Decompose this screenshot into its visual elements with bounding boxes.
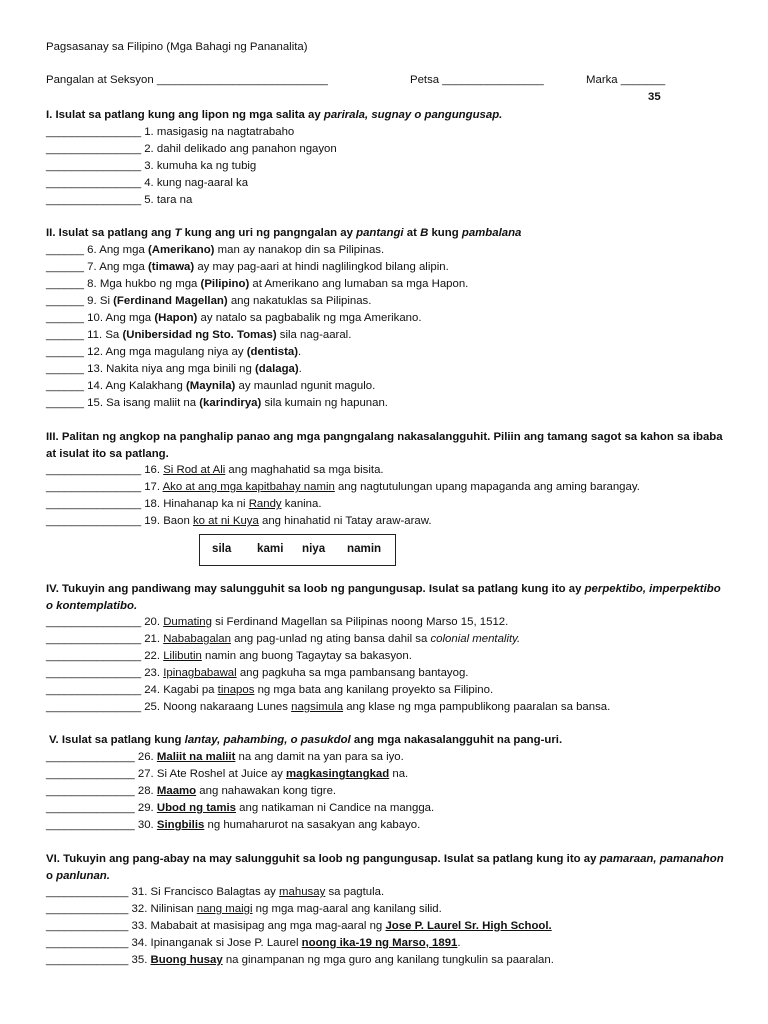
- item-text: 24. Kagabi pa: [141, 684, 218, 696]
- item-text: kanina.: [281, 498, 322, 510]
- item-22: [46, 649, 412, 663]
- item-18: [46, 497, 322, 511]
- item-noun: (Ferdinand Magellan): [113, 295, 228, 307]
- answer-blank: _______________: [46, 515, 142, 527]
- item-noun: (Amerikano): [147, 244, 215, 256]
- answer-blank: _____________: [46, 886, 129, 898]
- item-14: [46, 379, 375, 393]
- underlined-noun: Si Rod at Ali: [163, 464, 226, 476]
- answer-blank: ______________: [46, 802, 135, 814]
- item-6: [46, 243, 384, 257]
- underlined-adverb: noong ika-19 ng Marso, 1891: [301, 937, 458, 949]
- instruction-text: V. Isulat sa patlang kung: [49, 734, 185, 746]
- answer-blank: ______: [46, 363, 85, 375]
- underlined-adverb: Jose P. Laurel Sr. High School.: [385, 920, 552, 932]
- item-text: 34. Ipinanganak si Jose P. Laurel: [128, 937, 302, 949]
- underlined-adjective: magkasingtangkad: [286, 768, 390, 780]
- item-20: [46, 615, 508, 629]
- answer-blank: ______________: [46, 785, 135, 797]
- item-text: 15. Sa isang maliit na: [84, 397, 200, 409]
- item-text: 32. Nilinisan: [128, 903, 197, 915]
- item-text: ay natalo sa pagbabalik ng mga Amerikano.: [197, 312, 422, 324]
- item-7: [46, 260, 449, 274]
- underlined-adverb: nang maigi: [196, 903, 253, 915]
- underlined-adjective: Maamo: [156, 785, 197, 797]
- item-text: .: [298, 346, 302, 358]
- instruction-text: II. Isulat sa patlang ang: [46, 227, 175, 239]
- item-11: [46, 328, 351, 342]
- underlined-verb: Nababagalan: [163, 633, 231, 645]
- item-text: namin ang buong Tagaytay sa bakasyon.: [201, 650, 412, 662]
- item-text: .: [298, 363, 302, 375]
- item-text: .: [457, 937, 461, 949]
- item-text: man ay nanakop din sa Pilipinas.: [214, 244, 385, 256]
- item-12: [46, 345, 301, 359]
- instruction-text: I. Isulat sa patlang kung ang lipon ng mga salita ay: [46, 109, 324, 121]
- section-2-instruction: [46, 226, 521, 240]
- item-13: [46, 362, 302, 376]
- underlined-adverb: mahusay: [279, 886, 326, 898]
- item-text: 18. Hinahanap ka ni: [141, 498, 249, 510]
- section-5-instruction: [49, 733, 562, 747]
- item-text: 11. Sa: [84, 329, 123, 341]
- underlined-verb: nagsimula: [291, 701, 344, 713]
- answer-blank: _______________: [46, 481, 142, 493]
- item-text: 7. Ang mga: [84, 261, 148, 273]
- item-31: [46, 885, 384, 899]
- item-text: 28.: [134, 785, 157, 797]
- item-25: [46, 700, 610, 714]
- item-text: 22.: [141, 650, 164, 662]
- answer-blank: _____________: [46, 903, 129, 915]
- instruction-t: T: [174, 227, 182, 239]
- underlined-verb: Dumating: [163, 616, 212, 628]
- answer-blank: _____________: [46, 920, 129, 932]
- item-text: ang pagkuha sa mga pambansang bantayog.: [236, 667, 469, 679]
- item-text: ang nahawakan kong tigre.: [196, 785, 337, 797]
- answer-blank: ______: [46, 312, 85, 324]
- answer-blank: _______________: [46, 667, 142, 679]
- item-text: 9. Si: [84, 295, 114, 307]
- item-10: [46, 311, 422, 325]
- answer-blank: _______________: [46, 498, 142, 510]
- item-5: _______________ 5. tara na: [46, 194, 193, 206]
- item-text: 8. Mga hukbo ng mga: [84, 278, 201, 290]
- underlined-adjective: Ubod ng tamis: [156, 802, 236, 814]
- item-noun: (dalaga): [254, 363, 299, 375]
- instruction-b: B: [420, 227, 429, 239]
- answer-blank: _______________: [46, 701, 142, 713]
- instruction-text: o: [46, 869, 57, 882]
- item-text: na ang damit na yan para sa iyo.: [235, 751, 404, 763]
- item-23: [46, 666, 468, 680]
- underlined-verb: Ipinagbabawal: [163, 667, 237, 679]
- item-34: [46, 936, 461, 950]
- instruction-text: ang mga nakasalangguhit na pang-uri.: [350, 734, 563, 746]
- item-noun: (dentista): [246, 346, 299, 358]
- score-total: 35: [648, 91, 661, 103]
- underlined-noun: Randy: [248, 498, 282, 510]
- item-text: 31. Si Francisco Balagtas ay: [128, 886, 280, 898]
- item-text: ang hinahatid ni Tatay araw-araw.: [258, 515, 432, 527]
- score-field: Marka _______: [586, 74, 666, 86]
- instruction-text: VI. Tukuyin ang pang-abay na may salungguhit sa loob ng pangungusap. Isulat sa patlang kung ito ay: [46, 853, 600, 865]
- item-text: ang nagtutulungan upang mapaganda ang aming barangay.: [334, 481, 640, 493]
- section-4-instruction: [46, 581, 726, 614]
- item-text: at Amerikano ang lumaban sa mga Hapon.: [249, 278, 469, 290]
- date-field: Petsa ________________: [410, 74, 544, 86]
- item-italic: colonial mentality.: [430, 633, 521, 645]
- item-3: _______________ 3. kumuha ka ng tubig: [46, 160, 257, 172]
- item-26: [46, 750, 404, 764]
- item-32: [46, 902, 442, 916]
- answer-blank: ______: [46, 278, 85, 290]
- item-text: 14. Ang Kalakhang: [84, 380, 186, 392]
- item-4: _______________ 4. kung nag-aaral ka: [46, 177, 249, 189]
- item-text: 29.: [134, 802, 157, 814]
- item-text: na.: [389, 768, 409, 780]
- instruction-choices: parirala, sugnay o pangungusap.: [323, 109, 503, 121]
- item-text: ang nakatuklas sa Pilipinas.: [227, 295, 372, 307]
- item-text: ang maghahatid sa mga bisita.: [225, 464, 384, 476]
- item-text: 6. Ang mga: [84, 244, 148, 256]
- answer-blank: ______: [46, 295, 85, 307]
- answer-blank: _______________: [46, 684, 142, 696]
- underlined-noun: ko at ni Kuya: [192, 515, 259, 527]
- item-text: 10. Ang mga: [84, 312, 155, 324]
- item-text: ang pag-unlad ng ating bansa dahil sa: [230, 633, 431, 645]
- answer-blank: _______________: [46, 650, 142, 662]
- item-text: 12. Ang mga magulang niya ay: [84, 346, 247, 358]
- item-33: [46, 919, 552, 933]
- item-16: [46, 463, 384, 477]
- instruction-text: kung ang uri ng pangngalan ay: [181, 227, 357, 239]
- answer-blank: _____________: [46, 937, 129, 949]
- item-text: ang klase ng mga pampublikong paaralan sa bansa.: [343, 701, 611, 713]
- choice-kami: kami: [257, 542, 284, 555]
- item-9: [46, 294, 371, 308]
- item-text: sa pagtula.: [325, 886, 385, 898]
- item-text: 21.: [141, 633, 164, 645]
- answer-blank: _______________: [46, 464, 142, 476]
- answer-blank: ______: [46, 261, 85, 273]
- answer-blank: _____________: [46, 954, 129, 966]
- item-text: 20.: [141, 616, 164, 628]
- item-text: ang natikaman ni Candice na mangga.: [235, 802, 435, 814]
- name-section-field: Pangalan at Seksyon ___________________________: [46, 74, 328, 86]
- item-noun: (timawa): [147, 261, 195, 273]
- worksheet-title: Pagsasanay sa Filipino (Mga Bahagi ng Pananalita): [46, 41, 308, 53]
- item-35: [46, 953, 554, 967]
- item-text: sila kumain ng hapunan.: [261, 397, 388, 409]
- instruction-pantangi: pantangi: [356, 227, 404, 239]
- instruction-text: at: [403, 227, 421, 239]
- pronoun-choice-box: [199, 534, 396, 566]
- instruction-choices: perpektibo, imperpektibo o kontemplatibo.: [46, 583, 721, 612]
- item-text: ay maunlad ngunit magulo.: [235, 380, 376, 392]
- instruction-pambalana: pambalana: [461, 227, 522, 239]
- item-text: 33. Mababait at masisipag ang mga mag-aaral ng: [128, 920, 386, 932]
- choice-niya: niya: [302, 542, 326, 555]
- underlined-verb: tinapos: [217, 684, 255, 696]
- item-29: [46, 801, 434, 815]
- item-text: sila nag-aaral.: [276, 329, 352, 341]
- item-text: 35.: [128, 954, 151, 966]
- instruction-choices: lantay, pahambing, o pasukdol: [184, 734, 351, 746]
- item-noun: (Hapon): [154, 312, 198, 324]
- item-8: [46, 277, 468, 291]
- item-2: _______________ 2. dahil delikado ang panahon ngayon: [46, 143, 337, 155]
- item-text: ng humaharurot na sasakyan ang kabayo.: [204, 819, 421, 831]
- choice-sila: sila: [212, 542, 232, 555]
- item-30: [46, 818, 420, 832]
- answer-blank: _______________: [46, 616, 142, 628]
- answer-blank: ______: [46, 244, 85, 256]
- item-text: ay may pag-aari at hindi naglilingkod bilang alipin.: [194, 261, 449, 273]
- item-text: ng mga bata ang kanilang proyekto sa Filipino.: [254, 684, 494, 696]
- answer-blank: ______: [46, 329, 85, 341]
- item-21: [46, 632, 520, 646]
- item-noun: (Maynila): [185, 380, 236, 392]
- answer-blank: ______: [46, 380, 85, 392]
- answer-blank: ______________: [46, 768, 135, 780]
- underlined-noun: Ako at ang mga kapitbahay namin: [162, 481, 335, 493]
- item-text: 23.: [141, 667, 164, 679]
- instruction-text: IV. Tukuyin ang pandiwang may salungguhit sa loob ng pangungusap. Isulat sa patlang kung ito ay: [46, 583, 585, 595]
- item-24: [46, 683, 493, 697]
- item-text: 30.: [134, 819, 157, 831]
- item-27: [46, 767, 408, 781]
- item-text: 19. Baon: [141, 515, 193, 527]
- item-19: [46, 514, 431, 528]
- underlined-verb: Lilibutin: [163, 650, 202, 662]
- answer-blank: ______: [46, 346, 85, 358]
- choice-namin: namin: [347, 542, 382, 555]
- instruction-choices: pamaraan, pamanahon: [599, 853, 724, 865]
- underlined-adjective: Maliit na maliit: [156, 751, 236, 763]
- item-text: 17.: [141, 481, 163, 493]
- instruction-text: kung: [428, 227, 462, 239]
- item-noun: (karindirya): [199, 397, 262, 409]
- answer-blank: ______________: [46, 751, 135, 763]
- item-text: si Ferdinand Magellan sa Pilipinas noong Marso 15, 1512.: [211, 616, 509, 628]
- item-text: 16.: [141, 464, 164, 476]
- item-noun: (Unibersidad ng Sto. Tomas): [122, 329, 277, 341]
- underlined-adjective: Singbilis: [156, 819, 205, 831]
- section-1-instruction: [46, 108, 502, 122]
- item-text: 25. Noong nakaraang Lunes: [141, 701, 292, 713]
- item-text: 26.: [134, 751, 157, 763]
- instruction-choices: panlunan.: [56, 869, 110, 882]
- underlined-adverb: Buong husay: [150, 954, 223, 966]
- item-text: 13. Nakita niya ang mga binili ng: [84, 363, 255, 375]
- section-6-instruction: [46, 851, 726, 884]
- item-text: na ginampanan ng mga guro ang kanilang tungkulin sa paaralan.: [222, 954, 554, 966]
- item-17: [46, 480, 640, 494]
- answer-blank: ______________: [46, 819, 135, 831]
- item-28: [46, 784, 336, 798]
- item-text: 27. Si Ate Roshel at Juice ay: [134, 768, 287, 780]
- item-1: _______________ 1. masigasig na nagtatrabaho: [46, 126, 295, 138]
- item-noun: (Pilipino): [200, 278, 250, 290]
- item-text: ng mga mag-aaral ang kanilang silid.: [252, 903, 442, 915]
- section-3-instruction: III. Palitan ng angkop na panghalip panao ang mga pangngalang nakasalangguhit. Piliin ang tamang sagot sa kahon sa ibaba at isulat ito sa patlang.: [46, 431, 723, 460]
- item-15: [46, 396, 388, 410]
- answer-blank: ______: [46, 397, 85, 409]
- answer-blank: _______________: [46, 633, 142, 645]
